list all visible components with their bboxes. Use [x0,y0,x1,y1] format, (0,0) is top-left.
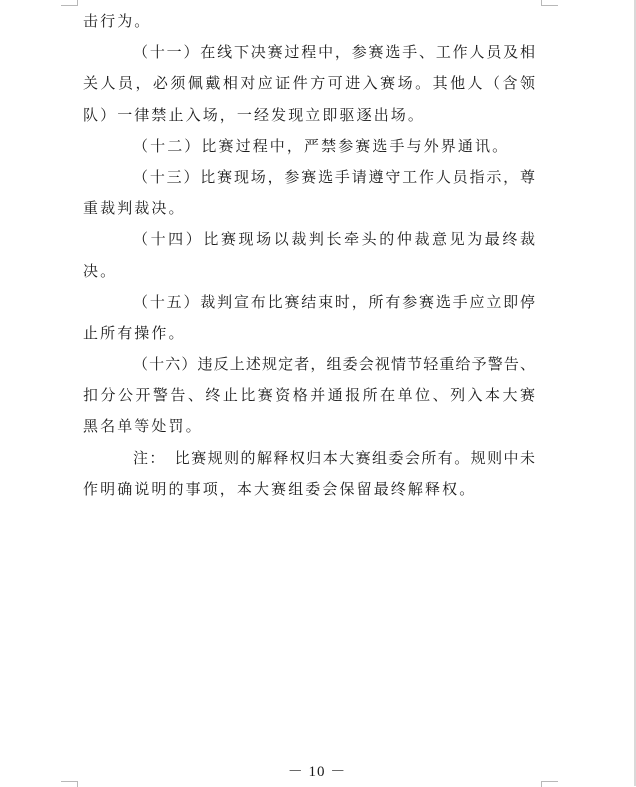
rule-13-line-2: 重裁判裁决。 [83,199,186,218]
note-line-1: 注： 比赛规则的解释权归本大赛组委会所有。规则中未 [133,448,535,467]
rule-14-line-1: （十四）比赛现场以裁判长牵头的仲裁意见为最终裁 [133,230,535,249]
rule-16-line-1: （十六）违反上述规定者，组委会视情节轻重给予警告、 [133,355,535,374]
rule-15-line-1: （十五）裁判宣布比赛结束时，所有参赛选手应立即停 [133,292,535,311]
document-body [83,6,535,505]
margin-corner-mark-top-left [61,0,78,6]
rule-16-line-2: 扣分公开警告、终止比赛资格并通报所在单位、列入本大赛 [83,386,535,405]
rule-12-line-1: （十二）比赛过程中，严禁参赛选手与外界通讯。 [133,136,510,155]
page-number: － 10 － [287,764,347,780]
rule-13-line-1: （十三）比赛现场，参赛选手请遵守工作人员指示，尊 [133,167,535,186]
rule-14-line-2: 决。 [83,261,118,280]
note-line-2: 作明确说明的事项，本大赛组委会保留最终解释权。 [83,479,477,498]
margin-corner-mark-top-right [541,0,558,6]
margin-corner-mark-bottom-left [61,781,78,787]
margin-corner-mark-bottom-right [541,781,558,787]
rule-15-line-2: 止所有操作。 [83,323,186,342]
rule-11-line-2: 关人员，必须佩戴相对应证件方可进入赛场。其他人（含领 [83,74,535,93]
rule-11-line-1: （十一）在线下决赛过程中，参赛选手、工作人员及相 [133,43,535,62]
text-line: 击行为。 [83,12,152,30]
rule-11-line-3: 队）一律禁止入场，一经发现立即驱逐出场。 [83,105,426,124]
rule-16-line-3: 黑名单等处罚。 [83,417,203,436]
